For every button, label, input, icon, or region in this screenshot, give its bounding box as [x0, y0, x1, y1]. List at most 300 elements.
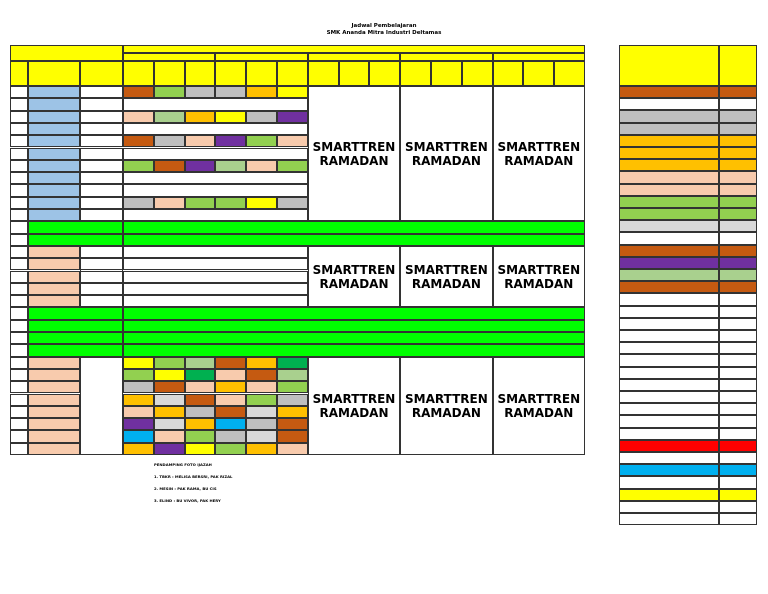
subject-cell [246, 430, 277, 442]
row-no [10, 394, 28, 406]
subject-cell [185, 381, 216, 393]
teacher-name [619, 318, 719, 330]
teacher-code [719, 208, 757, 220]
teacher-name [619, 110, 719, 122]
merged-subject [123, 148, 308, 160]
subject-cell [123, 111, 154, 123]
subject-cell [215, 160, 246, 172]
subject-cell [246, 135, 277, 147]
row-walas [80, 160, 123, 172]
note-line: 3. ELIND : BU VIVOR, PAK HERY [154, 498, 221, 503]
merged-subject [123, 246, 308, 258]
smarttren-line2: RAMADAN [504, 276, 574, 291]
row-kelas [28, 271, 80, 283]
subject-cell [246, 418, 277, 430]
subject-cell [246, 86, 277, 98]
row-no [10, 246, 28, 258]
teacher-code [719, 367, 757, 379]
teacher-code [719, 86, 757, 98]
row-kelas [28, 258, 80, 270]
row-no [10, 332, 28, 344]
smarttren-line2: RAMADAN [504, 405, 574, 420]
header-period [493, 61, 524, 86]
subject-cell [277, 394, 308, 406]
smarttren-block [400, 86, 492, 221]
row-kelas [28, 123, 80, 135]
teacher-name [619, 513, 719, 525]
teacher-name [619, 147, 719, 159]
smarttren-line1: SMARTTREN [497, 139, 581, 154]
header-period [339, 61, 370, 86]
teacher-code [719, 257, 757, 269]
subject-cell [185, 160, 216, 172]
header-blank [123, 45, 585, 53]
teacher-code [719, 293, 757, 305]
subject-cell [123, 394, 154, 406]
subject-cell [277, 443, 308, 455]
subject-cell [277, 406, 308, 418]
row-kelas [28, 98, 80, 110]
subject-cell [123, 197, 154, 209]
header-period [462, 61, 493, 86]
subject-cell [123, 369, 154, 381]
teacher-name [619, 293, 719, 305]
row-kelas [28, 283, 80, 295]
row-no [10, 234, 28, 246]
subject-cell [154, 430, 185, 442]
green-row-kelas [28, 344, 123, 356]
row-no [10, 357, 28, 369]
merged-subject [123, 271, 308, 283]
teacher-code [719, 196, 757, 208]
header-day-jumat [493, 53, 585, 61]
subject-cell [246, 381, 277, 393]
row-kelas [28, 418, 80, 430]
green-row-span [123, 320, 585, 332]
subject-cell [185, 357, 216, 369]
subject-cell [215, 430, 246, 442]
subject-cell [246, 111, 277, 123]
subject-cell [277, 430, 308, 442]
teacher-code [719, 135, 757, 147]
header-walas [80, 61, 123, 86]
teacher-name [619, 257, 719, 269]
subject-cell [154, 197, 185, 209]
subject-cell [185, 369, 216, 381]
row-no [10, 369, 28, 381]
row-kelas [28, 295, 80, 307]
subject-cell [123, 406, 154, 418]
subject-cell [185, 406, 216, 418]
teacher-name [619, 367, 719, 379]
merged-subject [123, 295, 308, 307]
merged-subject [123, 283, 308, 295]
row-no [10, 123, 28, 135]
smarttren-line1: SMARTTREN [497, 391, 581, 406]
row-kelas [28, 394, 80, 406]
row-no [10, 148, 28, 160]
teacher-name [619, 428, 719, 440]
teacher-name [619, 476, 719, 488]
teacher-code [719, 110, 757, 122]
teacher-name [619, 489, 719, 501]
smarttren-line1: SMARTTREN [312, 391, 396, 406]
header-period [123, 61, 154, 86]
smarttren-block [308, 86, 400, 221]
subject-cell [215, 369, 246, 381]
teacher-code [719, 98, 757, 110]
teacher-code [719, 147, 757, 159]
merged-subject [123, 258, 308, 270]
header-period [308, 61, 339, 86]
green-row-span [123, 307, 585, 319]
subject-cell [246, 160, 277, 172]
merged-subject [123, 209, 308, 221]
row-kelas [28, 172, 80, 184]
teacher-code [719, 489, 757, 501]
subject-cell [185, 443, 216, 455]
row-no [10, 344, 28, 356]
row-no [10, 221, 28, 233]
title-line1: Jadwal Pembelajaran [351, 23, 417, 29]
merged-subject [123, 98, 308, 110]
green-row-kelas [28, 221, 123, 233]
row-kelas [28, 357, 80, 369]
subject-cell [215, 443, 246, 455]
note-line: 1. TBKR : MELISA BERSRI, PAK RIZAL [154, 474, 233, 479]
teacher-name [619, 306, 719, 318]
header-period [154, 61, 185, 86]
subject-cell [215, 406, 246, 418]
header-day-selasa [215, 53, 307, 61]
row-kelas [28, 160, 80, 172]
subject-cell [215, 86, 246, 98]
row-no [10, 418, 28, 430]
row-no [10, 172, 28, 184]
header-period [215, 61, 246, 86]
row-walas [80, 197, 123, 209]
row-kelas [28, 184, 80, 196]
merged-subject [123, 172, 308, 184]
row-kelas [28, 406, 80, 418]
smarttren-line2: RAMADAN [319, 276, 389, 291]
row-no [10, 271, 28, 283]
title-line2: SMK Ananda Mitra Industri Deltamas [326, 30, 442, 36]
subject-cell [246, 197, 277, 209]
teacher-code [719, 123, 757, 135]
header-period [246, 61, 277, 86]
subject-cell [185, 394, 216, 406]
header-period [431, 61, 462, 86]
row-kelas [28, 135, 80, 147]
teacher-name [619, 330, 719, 342]
row-kelas [28, 430, 80, 442]
subject-cell [277, 369, 308, 381]
header-period [277, 61, 308, 86]
teacher-name [619, 245, 719, 257]
teacher-code [719, 342, 757, 354]
row-no [10, 98, 28, 110]
walas-xi-group [80, 246, 123, 308]
subject-cell [277, 160, 308, 172]
green-row-span [123, 332, 585, 344]
teacher-code [719, 281, 757, 293]
header-period [523, 61, 554, 86]
row-no [10, 307, 28, 319]
subject-cell [154, 418, 185, 430]
subject-cell [154, 443, 185, 455]
row-no [10, 381, 28, 393]
teacher-code [719, 415, 757, 427]
subject-cell [277, 357, 308, 369]
row-kelas [28, 209, 80, 221]
subject-cell [277, 418, 308, 430]
teacher-name [619, 440, 719, 452]
subject-cell [185, 111, 216, 123]
teacher-code [719, 245, 757, 257]
teacher-name [619, 415, 719, 427]
teacher-name [619, 220, 719, 232]
teacher-name [619, 196, 719, 208]
subject-cell [154, 111, 185, 123]
row-no [10, 443, 28, 455]
teacher-code [719, 379, 757, 391]
teacher-name [619, 501, 719, 513]
subject-cell [123, 86, 154, 98]
merged-subject [123, 123, 308, 135]
row-walas [80, 86, 123, 98]
subject-cell [246, 406, 277, 418]
subject-cell [185, 135, 216, 147]
teacher-code [719, 501, 757, 513]
smarttren-line1: SMARTTREN [497, 262, 581, 277]
header-pembagian [10, 45, 123, 61]
subject-cell [154, 86, 185, 98]
subject-cell [154, 394, 185, 406]
subject-cell [185, 86, 216, 98]
teacher-code [719, 354, 757, 366]
teacher-code [719, 391, 757, 403]
row-walas [80, 172, 123, 184]
subject-cell [277, 135, 308, 147]
teacher-name [619, 232, 719, 244]
notes-block [154, 462, 232, 510]
row-walas [80, 98, 123, 110]
row-no [10, 135, 28, 147]
row-kelas [28, 246, 80, 258]
green-row-span [123, 234, 585, 246]
subject-cell [123, 381, 154, 393]
row-walas [80, 123, 123, 135]
walas-xii-blank [80, 357, 123, 455]
subject-cell [277, 111, 308, 123]
row-walas [80, 135, 123, 147]
subject-cell [154, 381, 185, 393]
smarttren-block [493, 357, 585, 455]
teacher-code [719, 220, 757, 232]
header-period [400, 61, 431, 86]
row-walas [80, 111, 123, 123]
subject-cell [185, 430, 216, 442]
row-kelas [28, 443, 80, 455]
teacher-name [619, 123, 719, 135]
header-kelas [28, 61, 80, 86]
smarttren-line1: SMARTTREN [405, 139, 488, 154]
smarttren-block [493, 86, 585, 221]
teacher-code [719, 403, 757, 415]
teacher-name [619, 403, 719, 415]
row-kelas [28, 111, 80, 123]
row-walas [80, 209, 123, 221]
teacher-name [619, 452, 719, 464]
smarttren-line1: SMARTTREN [312, 139, 396, 154]
header-period [554, 61, 585, 86]
row-kelas [28, 148, 80, 160]
subject-cell [277, 86, 308, 98]
smarttren-line2: RAMADAN [411, 405, 481, 420]
teacher-name [619, 184, 719, 196]
header-kode [719, 45, 757, 86]
teacher-code [719, 464, 757, 476]
subject-cell [185, 197, 216, 209]
teacher-code [719, 428, 757, 440]
row-no [10, 430, 28, 442]
header-day-kamis [400, 53, 492, 61]
header-day-rabu [308, 53, 400, 61]
teacher-name [619, 281, 719, 293]
page-title [0, 23, 768, 37]
teacher-code [719, 232, 757, 244]
teacher-name [619, 391, 719, 403]
row-no [10, 111, 28, 123]
subject-cell [185, 418, 216, 430]
header-no [10, 61, 28, 86]
teacher-code [719, 171, 757, 183]
smarttren-line1: SMARTTREN [405, 391, 488, 406]
subject-cell [215, 418, 246, 430]
subject-cell [215, 197, 246, 209]
teacher-code [719, 330, 757, 342]
green-row-kelas [28, 307, 123, 319]
merged-subject [123, 184, 308, 196]
green-row-kelas [28, 320, 123, 332]
row-kelas [28, 86, 80, 98]
subject-cell [154, 357, 185, 369]
subject-cell [123, 430, 154, 442]
row-no [10, 320, 28, 332]
smarttren-line2: RAMADAN [411, 153, 481, 168]
subject-cell [215, 111, 246, 123]
row-no [10, 406, 28, 418]
teacher-code [719, 513, 757, 525]
subject-cell [215, 394, 246, 406]
row-kelas [28, 369, 80, 381]
teacher-name [619, 135, 719, 147]
teacher-code [719, 269, 757, 281]
smarttren-block [493, 246, 585, 308]
subject-cell [154, 135, 185, 147]
teacher-name [619, 208, 719, 220]
row-no [10, 184, 28, 196]
row-kelas [28, 381, 80, 393]
note-line: PENDAMPING FOTO IJAZAH [154, 462, 212, 467]
teacher-name [619, 86, 719, 98]
green-row-span [123, 221, 585, 233]
header-period [185, 61, 216, 86]
row-no [10, 209, 28, 221]
subject-cell [123, 443, 154, 455]
subject-cell [246, 443, 277, 455]
teacher-name [619, 159, 719, 171]
smarttren-line1: SMARTTREN [405, 262, 488, 277]
teacher-code [719, 476, 757, 488]
teacher-name [619, 98, 719, 110]
teacher-code [719, 306, 757, 318]
row-kelas [28, 197, 80, 209]
teacher-code [719, 440, 757, 452]
subject-cell [215, 357, 246, 369]
row-no [10, 197, 28, 209]
teacher-code [719, 318, 757, 330]
subject-cell [154, 369, 185, 381]
row-no [10, 86, 28, 98]
subject-cell [123, 135, 154, 147]
header-nama-guru [619, 45, 719, 86]
smarttren-line1: SMARTTREN [312, 262, 396, 277]
subject-cell [277, 197, 308, 209]
teacher-name [619, 354, 719, 366]
green-row-span [123, 344, 585, 356]
teacher-name [619, 464, 719, 476]
subject-cell [154, 406, 185, 418]
row-no [10, 283, 28, 295]
row-walas [80, 184, 123, 196]
green-row-kelas [28, 234, 123, 246]
subject-cell [246, 369, 277, 381]
teacher-code [719, 159, 757, 171]
smarttren-block [308, 246, 400, 308]
subject-cell [246, 394, 277, 406]
row-walas [80, 148, 123, 160]
subject-cell [277, 381, 308, 393]
row-no [10, 258, 28, 270]
smarttren-block [400, 357, 492, 455]
subject-cell [154, 160, 185, 172]
subject-cell [123, 160, 154, 172]
teacher-name [619, 379, 719, 391]
smarttren-line2: RAMADAN [319, 153, 389, 168]
smarttren-line2: RAMADAN [504, 153, 574, 168]
subject-cell [246, 357, 277, 369]
smarttren-block [308, 357, 400, 455]
teacher-name [619, 342, 719, 354]
row-no [10, 160, 28, 172]
subject-cell [215, 381, 246, 393]
subject-cell [123, 418, 154, 430]
header-day-senin [123, 53, 215, 61]
row-no [10, 295, 28, 307]
note-line: 2. MESIN : PAK RAMA, BU CIS [154, 486, 217, 491]
smarttren-line2: RAMADAN [411, 276, 481, 291]
teacher-code [719, 184, 757, 196]
header-period [369, 61, 400, 86]
subject-cell [215, 135, 246, 147]
smarttren-block [400, 246, 492, 308]
teacher-name [619, 269, 719, 281]
subject-cell [123, 357, 154, 369]
teacher-code [719, 452, 757, 464]
green-row-kelas [28, 332, 123, 344]
